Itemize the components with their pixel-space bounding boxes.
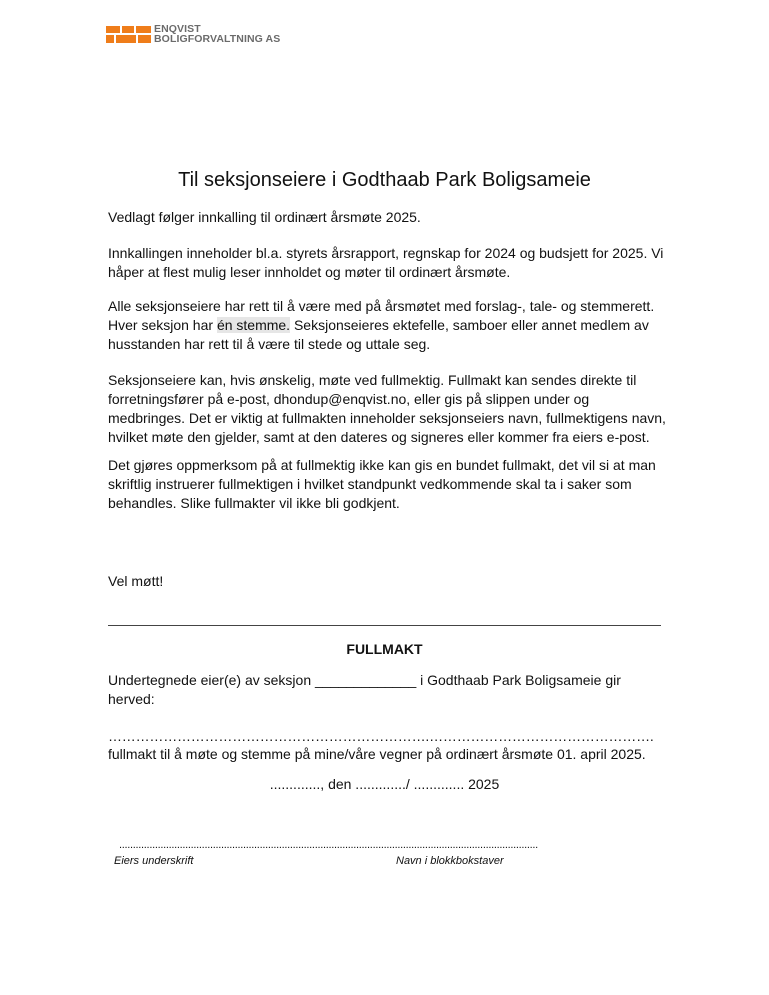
logo-line-2: BOLIGFORVALTNING AS [154, 33, 281, 45]
logo-line-1: ENQVIST [154, 23, 201, 35]
logo-mark-icon [106, 26, 151, 44]
closing-greeting: Vel møtt! [108, 573, 164, 589]
proxy-name-dotted-line: …………………………………………………………….…………………………………………. [108, 728, 654, 744]
proxy-owner-line: Undertegnede eier(e) av seksjon _____________ i Godthaab Park Boligsameie gir herved: [108, 672, 621, 707]
document-title: Til seksjonseiere i Godthaab Park Boligsameie [178, 169, 591, 191]
proxy-authorization-line: fullmakt til å møte og stemme på mine/våre vegner på ordinært årsmøte 01. april 2025. [108, 746, 646, 762]
proxy-date-line: ............., den ............./ ............. 2025 [269, 776, 500, 792]
paragraph-voting-rights [108, 297, 668, 354]
highlighted-one-vote: én stemme. [216, 317, 291, 333]
voting-rights-text-2: Seksjonseieres ektefelle, samboer eller annet medlem av husstanden har rett til å være til stede og uttale seg. [108, 317, 649, 352]
proxy-form-heading: FULLMAKT [346, 641, 423, 657]
paragraph-contents: Innkallingen inneholder bl.a. styrets årsrapport, regnskap for 2024 og budsjett for 2025. Vi håper at flest mulig leser innholdet og møter til ordinært årsmøte. [108, 245, 664, 280]
cut-line-divider [108, 625, 661, 626]
paragraph-proxy-info: Seksjonseiere kan, hvis ønskelig, møte ved fullmektig. Fullmakt kan sendes direkte til forretningsfører på e-post, dhondup@enqvist.no, eller gis på slippen under og medbringes. Det er viktig at fullmakten inneholder seksjonseiers navn, fullmektigens navn, hvilket møte den gjelder, samt at den dateres og signeres eller kommer fra eiers e-post. [108, 372, 666, 445]
signature-dotted-line: ........................................................................................................................................................ [119, 839, 538, 851]
block-letters-label: Navn i blokkbokstaver [396, 855, 504, 867]
paragraph-bound-proxy: Det gjøres oppmerksom på at fullmektig ikke kan gis en bundet fullmakt, det vil si at man skriftlig instruerer fullmektigen i hvilket standpunkt vedkommende skal ta i saker som behandles. Slike fullmakter vil ikke bli godkjent. [108, 457, 656, 511]
owner-signature-label: Eiers underskrift [114, 855, 194, 867]
voting-rights-text-1: Alle seksjonseiere har rett til å være med på årsmøtet med forslag-, tale- og stemmerett. Hver seksjon har [108, 298, 655, 333]
logo-text [154, 24, 280, 44]
paragraph-invitation: Vedlagt følger innkalling til ordinært årsmøte 2025. [108, 209, 421, 225]
company-logo [106, 24, 306, 48]
